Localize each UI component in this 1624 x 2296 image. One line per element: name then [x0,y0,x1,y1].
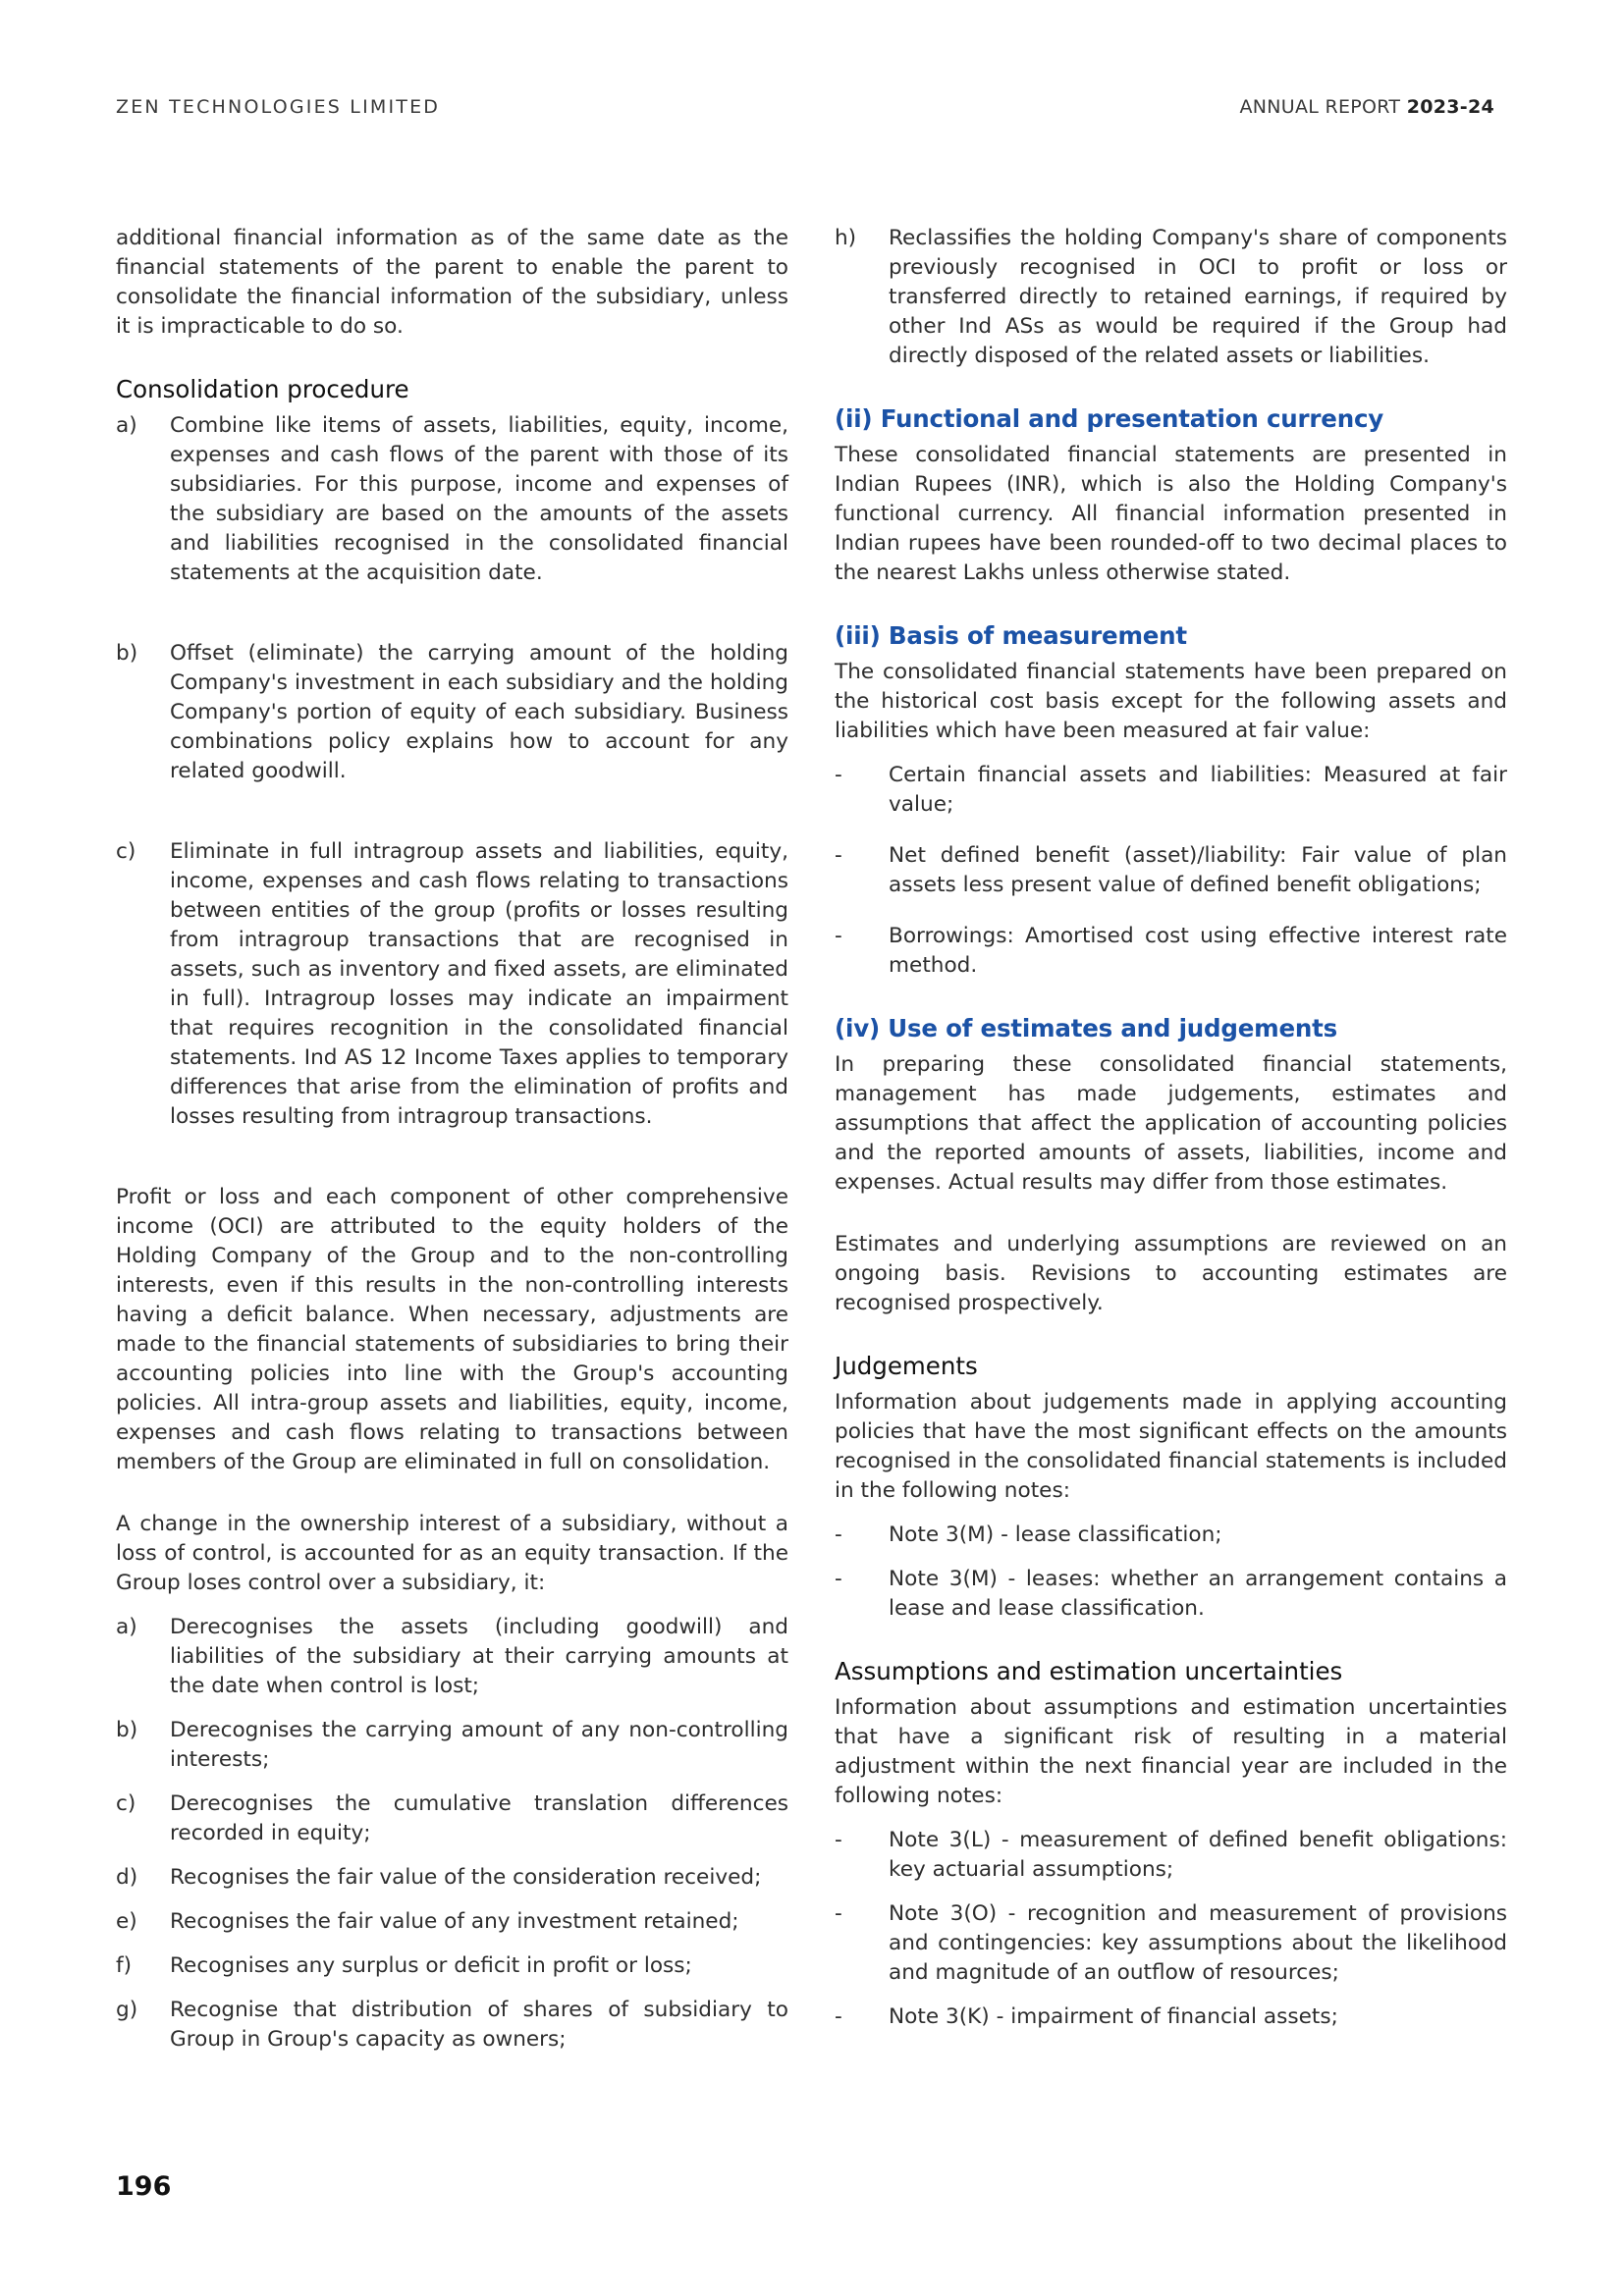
measurement-heading: (iii) Basis of measurement [835,621,1187,650]
judgements-heading: Judgements [835,1352,978,1380]
list-item [116,1863,788,1893]
list-item [835,2002,1507,2032]
list-item-text: Recognise that distribution of shares of subsidiary to Group in Group's capacity as owners; [170,1998,788,2052]
list-item [116,1789,788,1848]
list-item-text: Reclassifies the holding Company's share of components previously recognised in OCI to profit or loss or transferred directly to retained earnings, if required by other Ind ASs as would be required if the Group had directly disposed of the related assets or liabilities. [889,226,1507,368]
list-marker: - [835,763,842,787]
list-item-text: Offset (eliminate) the carrying amount of the holding Company's investment in each subsidiary and the holding Company's portion of equity of each subsidiary. Business combinations policy explains how to account for any related goodwill. [170,641,788,783]
list-item-text: Note 3(M) - leases: whether an arrangement contains a lease and lease classification. [889,1567,1507,1621]
page-number: 196 [116,2171,172,2202]
list-item-text: Recognises the fair value of any investment retained; [170,1909,739,1934]
change-paragraph: A change in the ownership interest of a subsidiary, without a loss of control, is accounted for as an equity transaction. If the Group loses control over a subsidiary, it: [116,1512,788,1595]
profit-paragraph: Profit or loss and each component of other comprehensive income (OCI) are attributed to the equity holders of the Holding Company of the Group and to the non-controlling interests, even if this results in the non-controlling interests having a deficit balance. When necessary, adjustments are made to the financial statements of subsidiaries to bring their accounting policies into line with the Group's accounting policies. All intra-group assets and liabilities, equity, income, expenses and cash flows relating to transactions between members of the Group are eliminated in full on consolidation. [116,1185,788,1474]
list-item [835,841,1507,900]
list-item-text: Derecognises the cumulative translation differences recorded in equity; [170,1791,788,1845]
list-item [116,1613,788,1701]
estimates-paragraph-1: In preparing these consolidated financial statements, management has made judgements, estimates and assumptions that affect the application of accounting policies and the reported amounts of assets, liabilities, income and expenses. Actual results may differ from those estimates. [835,1052,1507,1195]
company-name: ZEN TECHNOLOGIES LIMITED [116,96,441,118]
list-marker: - [835,1828,842,1852]
list-marker: - [835,1567,842,1591]
page-header [116,96,1494,122]
list-marker: - [835,924,842,948]
list-marker: h) [835,226,857,250]
list-marker: - [835,843,842,868]
list-item [835,1826,1507,1885]
list-item [116,411,788,588]
list-marker: - [835,1522,842,1547]
judgements-list [835,1521,1507,1624]
currency-heading: (ii) Functional and presentation currency [835,404,1384,433]
list-item-text: Borrowings: Amortised cost using effective interest rate method. [889,924,1507,978]
list-item-text: Certain financial assets and liabilities: Measured at fair value; [889,763,1507,817]
list-item [835,1899,1507,1988]
list-item-text: Note 3(O) - recognition and measurement of provisions and contingencies: key assumptions about the likelihood and magnitude of an outflow of resources; [889,1901,1507,1985]
right-column [835,224,1507,2032]
assumptions-list [835,1826,1507,2032]
estimates-paragraph-2: Estimates and underlying assumptions are reviewed on an ongoing basis. Revisions to accounting estimates are recognised prospectively. [835,1232,1507,1315]
list-item-text: Derecognises the assets (including goodwill) and liabilities of the subsidiary at their carrying amounts at the date when control is lost; [170,1615,788,1698]
list-marker: b) [116,1718,138,1742]
judgements-paragraph: Information about judgements made in applying accounting policies that have the most significant effects on the amounts recognised in the consolidated financial statements is included in the following notes: [835,1390,1507,1503]
list-item [835,922,1507,981]
list-item [116,1996,788,2055]
list-item [116,1951,788,1981]
list-marker: - [835,1901,842,1926]
list-item [116,639,788,786]
report-year: 2023-24 [1406,96,1494,118]
list-marker: a) [116,413,137,438]
list-item [116,1907,788,1937]
list-item-text: Recognises any surplus or deficit in profit or loss; [170,1953,692,1978]
report-title [1239,96,1494,118]
list-marker: c) [116,839,136,864]
list-item-text: Recognises the fair value of the consideration received; [170,1865,762,1890]
measurement-list [835,761,1507,981]
intro-paragraph: additional financial information as of the same date as the financial statements of the parent to enable the parent to consolidate the financial information of the subsidiary, unless it is impracticable to do so. [116,226,788,339]
assumptions-heading: Assumptions and estimation uncertainties [835,1657,1343,1685]
list-item-text: Net defined benefit (asset)/liability: Fair value of plan assets less present value of defined benefit obligations; [889,843,1507,897]
list-item [835,761,1507,820]
list-item-text: Note 3(M) - lease classification; [889,1522,1222,1547]
list-item-text: Combine like items of assets, liabilities, equity, income, expenses and cash flows of the parent with those of its subsidiaries. For this purpose, income and expenses of the subsidiary are based on the amounts of the assets and liabilities recognised in the consolidated financial statements at the acquisition date. [170,413,788,585]
measurement-paragraph: The consolidated financial statements have been prepared on the historical cost basis except for the following assets and liabilities which have been measured at fair value: [835,660,1507,743]
currency-paragraph: These consolidated financial statements are presented in Indian Rupees (INR), which is also the Holding Company's functional currency. All financial information presented in Indian rupees have been rounded-off to two decimal places to the nearest Lakhs unless otherwise stated. [835,443,1507,585]
consolidation-list [116,411,788,1132]
list-item [835,224,1507,371]
loss-of-control-list [116,1613,788,2055]
list-item [116,1716,788,1775]
list-item-text: Note 3(L) - measurement of defined benefit obligations: key actuarial assumptions; [889,1828,1507,1882]
list-item [835,1565,1507,1624]
left-column [116,224,788,2055]
list-marker: f) [116,1953,133,1978]
list-marker: a) [116,1615,137,1639]
assumptions-paragraph: Information about assumptions and estimation uncertainties that have a significant risk of resulting in a material adjustment within the next financial year are included in the following notes: [835,1695,1507,1808]
list-item-text: Derecognises the carrying amount of any non-controlling interests; [170,1718,788,1772]
list-item [835,1521,1507,1550]
list-marker: d) [116,1865,138,1890]
list-item-text: Note 3(K) - impairment of financial assets; [889,2004,1338,2029]
list-marker: c) [116,1791,136,1816]
list-marker: g) [116,1998,138,2022]
consolidation-heading: Consolidation procedure [116,375,409,403]
estimates-heading: (iv) Use of estimates and judgements [835,1014,1338,1042]
list-marker: b) [116,641,138,666]
list-item-text: Eliminate in full intragroup assets and liabilities, equity, income, expenses and cash flows relating to transactions between entities of the group (profits or losses resulting from intragroup transactions that are recognised in assets, such as inventory and fixed assets, are eliminated in full). Intragroup losses may indicate an impairment that requires recognition in the consolidated financial statements. Ind AS 12 Income Taxes applies to temporary differences that arise from the elimination of profits and losses resulting from intragroup transactions. [170,839,788,1129]
list-marker: e) [116,1909,137,1934]
report-label: ANNUAL REPORT [1239,96,1401,118]
list-item [116,837,788,1132]
list-marker: - [835,2004,842,2029]
